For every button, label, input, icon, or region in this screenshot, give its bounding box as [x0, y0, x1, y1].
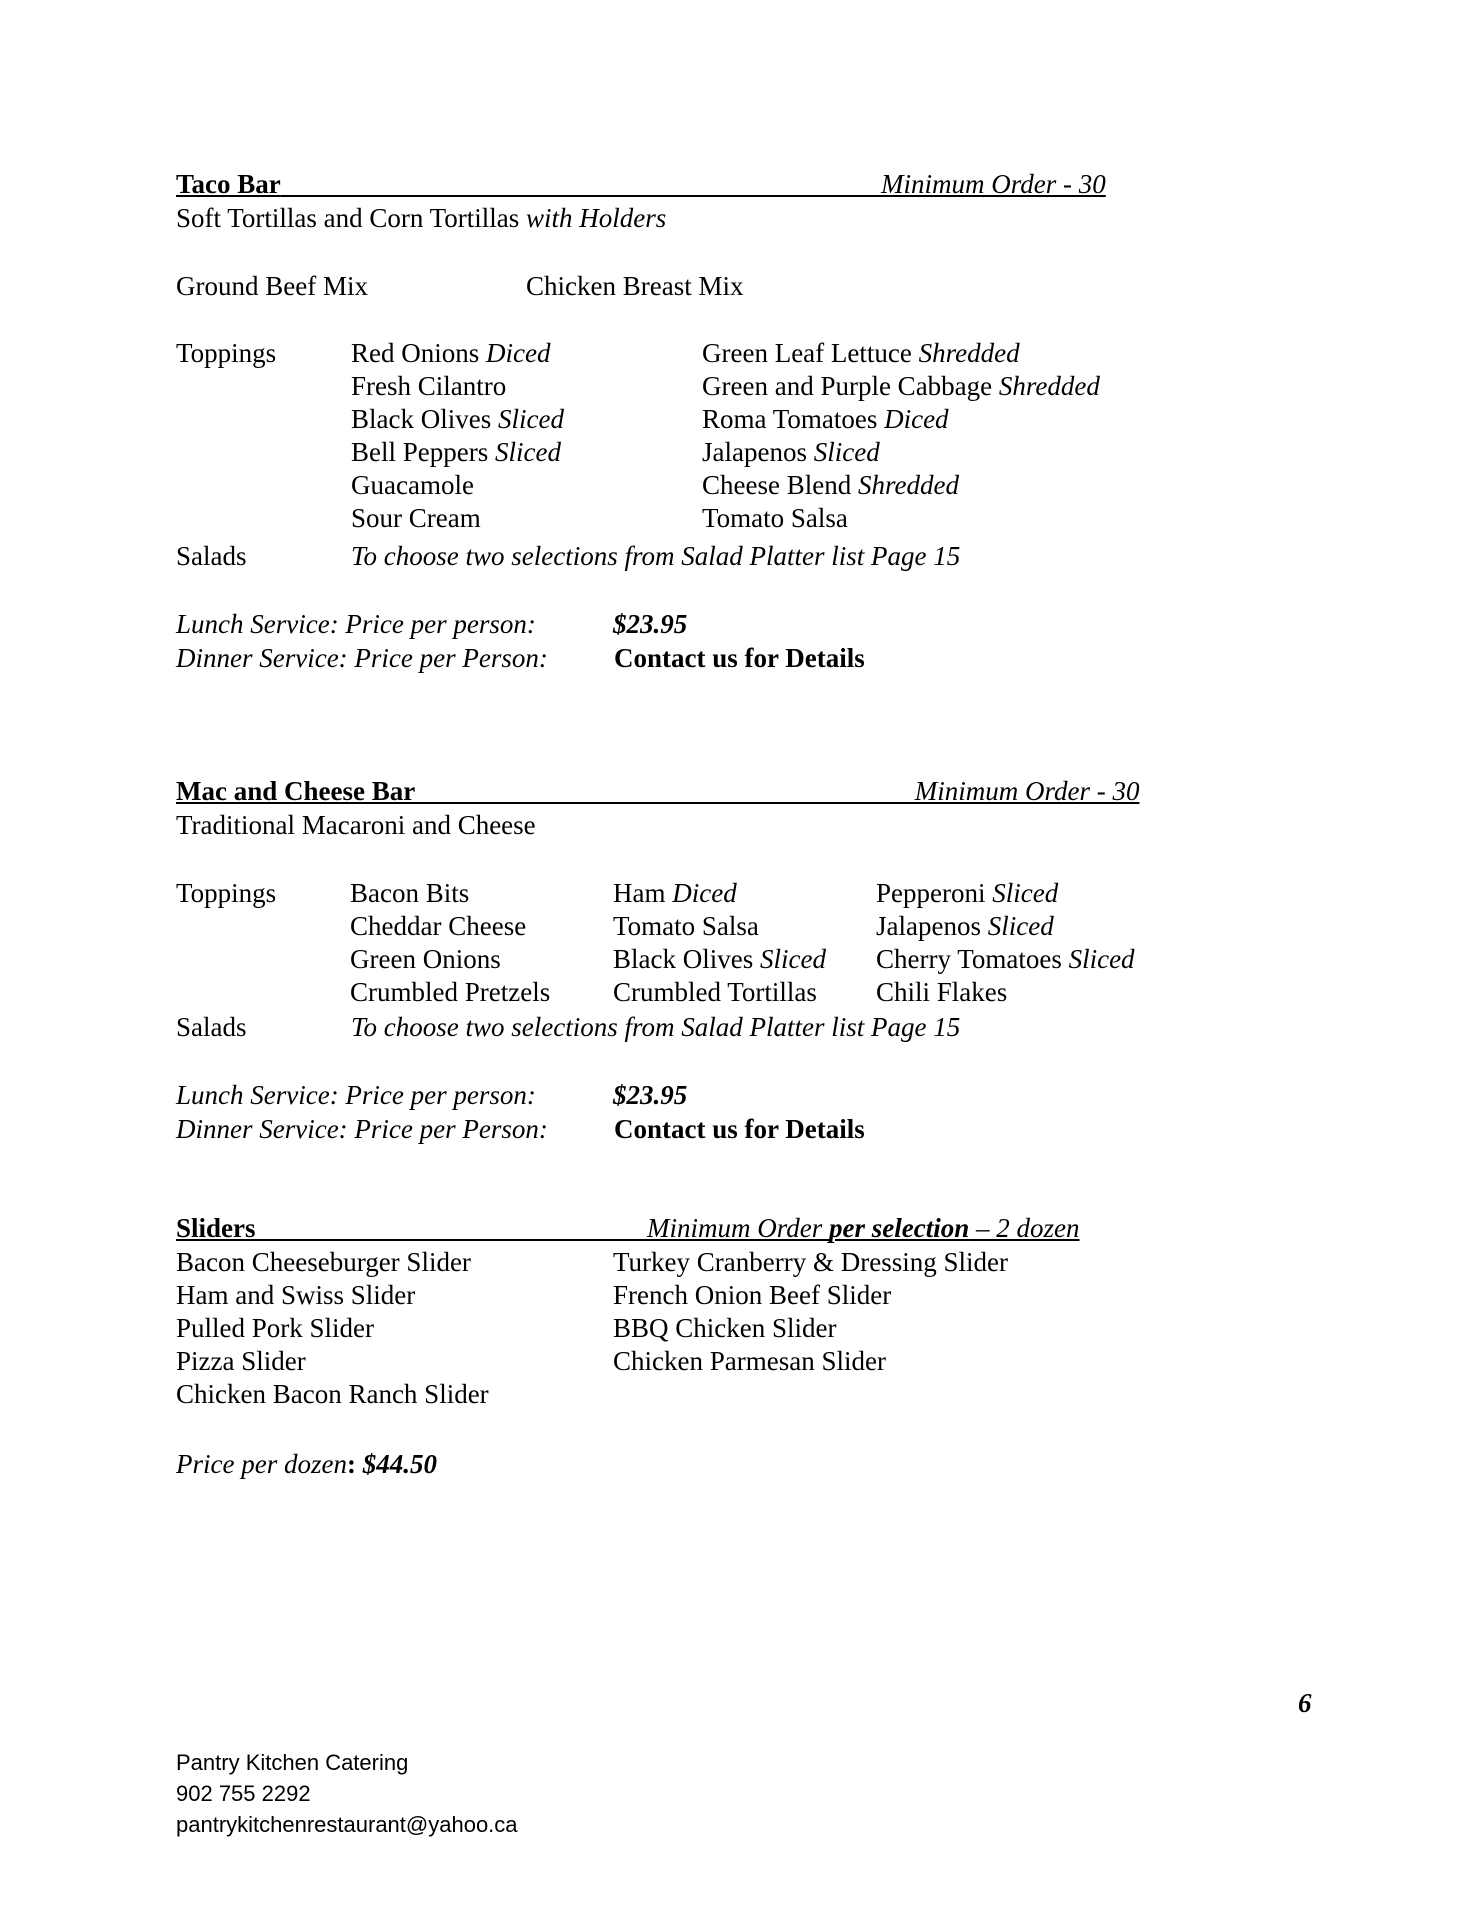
list-item: Red Onions Diced: [351, 338, 551, 368]
list-item: Pepperoni Sliced: [876, 878, 1059, 908]
list-item: Black Olives Sliced: [351, 404, 564, 434]
mac-salads-label: Salads: [176, 1012, 247, 1042]
mac-bar-subtitle: Traditional Macaroni and Cheese: [176, 810, 536, 840]
footer-phone: 902 755 2292: [176, 1781, 311, 1806]
taco-dinner-price: Contact us for Details: [614, 643, 865, 673]
list-item: Ham and Swiss Slider: [176, 1280, 416, 1310]
list-item: Green Leaf Lettuce Shredded: [702, 338, 1020, 368]
taco-salads-label: Salads: [176, 541, 247, 571]
list-item: Green and Purple Cabbage Shredded: [702, 371, 1100, 401]
title-rule: _____________________________: [255, 1213, 648, 1243]
list-item: Cheddar Cheese: [350, 911, 527, 941]
mac-toppings-label: Toppings: [176, 878, 277, 908]
mac-toppings-col1: [350, 877, 550, 1009]
sliders-title-line: Sliders_____________________________Minimum Order per selection – 2 dozen: [176, 1213, 1080, 1243]
list-item: BBQ Chicken Slider: [613, 1313, 837, 1343]
footer-email: pantrykitchenrestaurant@yahoo.ca: [176, 1812, 518, 1837]
list-item: Crumbled Pretzels: [350, 977, 551, 1007]
list-item: Tomato Salsa: [613, 911, 759, 941]
list-item: Black Olives Sliced: [613, 944, 826, 974]
mac-toppings-col2: [613, 877, 826, 1009]
list-item: Green Onions: [350, 944, 501, 974]
list-item: French Onion Beef Slider: [613, 1280, 892, 1310]
sliders-price: Price per dozen: $44.50: [176, 1449, 437, 1479]
list-item: Jalapenos Sliced: [876, 911, 1054, 941]
list-item: Chicken Parmesan Slider: [613, 1346, 886, 1376]
mac-dinner-label: Dinner Service: Price per Person:: [176, 1114, 548, 1144]
list-item: Cheese Blend Shredded: [702, 470, 959, 500]
list-item: Roma Tomatoes Diced: [702, 404, 949, 434]
taco-bar-title-line: [176, 168, 1106, 201]
list-item: Ham Diced: [613, 878, 737, 908]
mac-toppings-col3: [876, 877, 1135, 1009]
sliders-title: Sliders: [176, 1213, 256, 1243]
list-item: Turkey Cranberry & Dressing Slider: [613, 1247, 1008, 1277]
list-item: Crumbled Tortillas: [613, 977, 817, 1007]
taco-toppings-col1: [351, 337, 564, 535]
taco-lunch-price: $23.95: [613, 609, 688, 639]
list-item: Pizza Slider: [176, 1346, 306, 1376]
mac-salads-text: To choose two selections from Salad Platter list Page 15: [351, 1012, 961, 1042]
taco-bar-title: Taco Bar: [176, 169, 281, 199]
list-item: Jalapenos Sliced: [702, 437, 880, 467]
list-item: Chicken Bacon Ranch Slider: [176, 1379, 489, 1409]
list-item: Chili Flakes: [876, 977, 1008, 1007]
taco-bar-subtitle: Soft Tortillas and Corn Tortillas with Holders: [176, 203, 667, 233]
title-rule: ____________________________________________: [280, 169, 882, 199]
page-number: 6: [1298, 1688, 1312, 1718]
mac-bar-min-order: Minimum Order - 30: [914, 776, 1140, 806]
list-item: Bacon Bits: [350, 878, 470, 908]
mac-lunch-label: Lunch Service: Price per person:: [176, 1080, 536, 1110]
taco-dinner-label: Dinner Service: Price per Person:: [176, 643, 548, 673]
taco-toppings-label: Toppings: [176, 338, 277, 368]
list-item: Fresh Cilantro: [351, 371, 507, 401]
taco-bar-min-order: Minimum Order - 30: [881, 169, 1106, 199]
sliders-col1: [176, 1246, 489, 1411]
list-item: Pulled Pork Slider: [176, 1313, 375, 1343]
list-item: Guacamole: [351, 470, 474, 500]
mac-dinner-price: Contact us for Details: [614, 1114, 865, 1144]
mac-bar-title: Mac and Cheese Bar: [176, 776, 416, 806]
sliders-col2: [613, 1246, 1008, 1378]
list-item: Tomato Salsa: [702, 503, 848, 533]
taco-toppings-col2: [702, 337, 1100, 535]
taco-mix-2: Chicken Breast Mix: [526, 271, 744, 301]
taco-mix-1: Ground Beef Mix: [176, 271, 368, 301]
taco-lunch-label: Lunch Service: Price per person:: [176, 609, 536, 639]
list-item: Cherry Tomatoes Sliced: [876, 944, 1135, 974]
mac-bar-title-line: [176, 775, 1139, 808]
list-item: Sour Cream: [351, 503, 481, 533]
taco-salads-text: To choose two selections from Salad Platter list Page 15: [351, 541, 961, 571]
title-rule: _____________________________________: [415, 776, 915, 806]
footer-business-name: Pantry Kitchen Catering: [176, 1750, 409, 1775]
mac-lunch-price: $23.95: [613, 1080, 688, 1110]
list-item: Bacon Cheeseburger Slider: [176, 1247, 471, 1277]
list-item: Bell Peppers Sliced: [351, 437, 561, 467]
